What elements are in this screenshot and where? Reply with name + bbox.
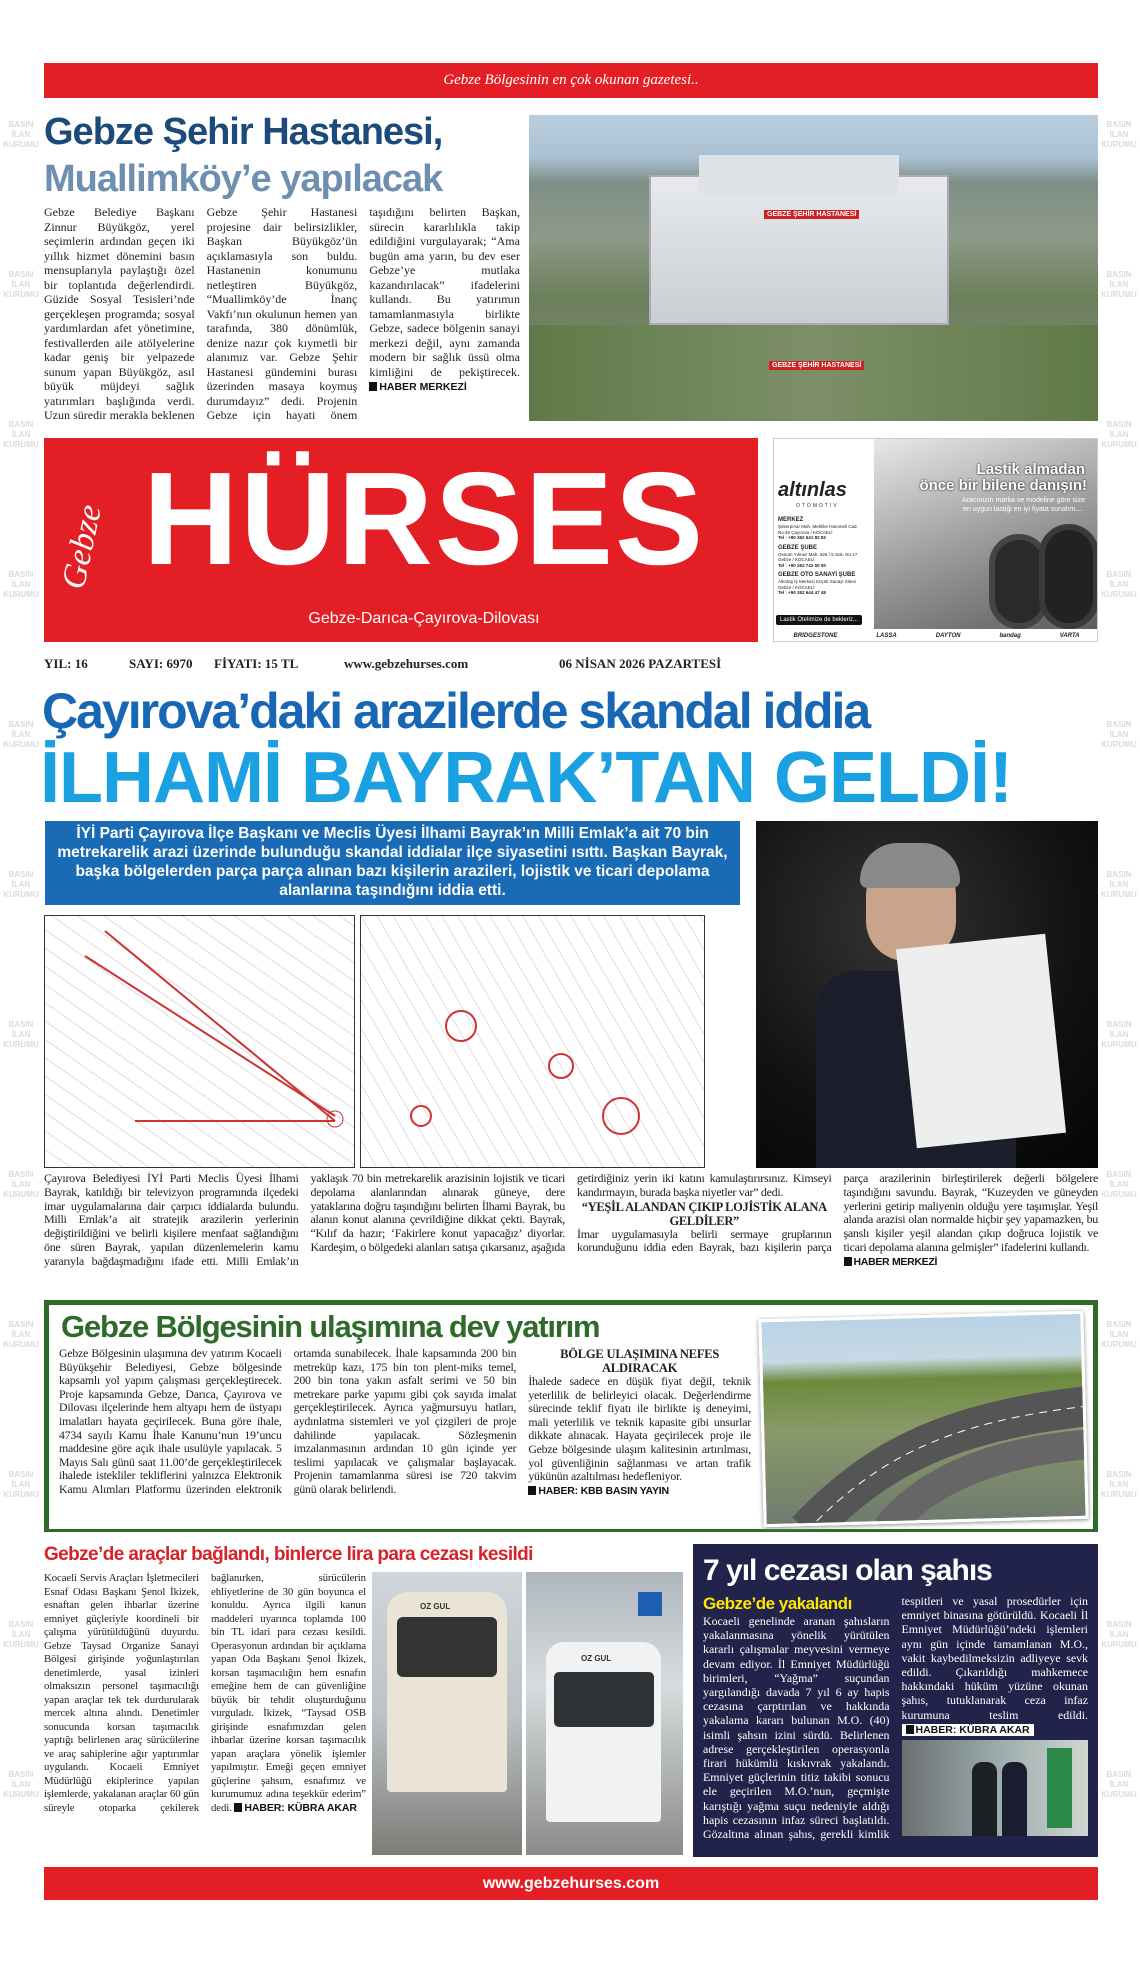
masthead-tagline: Gebze-Darıca-Çayırova-Dilovası [308, 610, 540, 627]
van-plate-2: OZ GUL [581, 1654, 612, 1663]
ad-branch-address: Osman Yılmaz Mah. 626 / 5 Sok. No:17 Gebze / KOCAELİ [778, 551, 858, 562]
masthead [44, 438, 758, 642]
ad-branch-tel: Tel : +90 262 742 00 00 [778, 562, 826, 568]
issue-number: SAYI: 6970 [129, 656, 193, 671]
hospital-body: Gebze Belediye Başkanı Zinnur Büyükgöz, yerel seçimlerin ardından geçen iki yıllık hizmet dönemini basın mensuplarıyla paylaştığı özel bir toplantıda değerlendirdi. Güzide Sosyal Tesisleri’nde gerçekleşen programda; sosyal yardımlardan afet yönetimine, festivallerden aile atölyelerine kadar geniş bir yelpazede sunum yapan Büyükgöz, asıl büyük müjdeyi sağlık yatırımları başlığında verdi. Uzun süredir merakla beklenen Gebze Şehir Hastanesi projesine dair belirsizlikler, Başkan Büyükgöz’ün açıklamasıyla son buldu. Hastanenin konumunu netleştiren Büyükgöz, “Muallimköy’de İnanç Vakfı’nın okulunun hemen yan tarafında, 380 dönümlük, denize nazır çok kıymetli bir alanımız var. Gebze Şehir Hastanesi gündemini burası üzerinden masaya koymuş durumdayız” dedi. Projenin Gebze için hayati önem taşıdığını belirten Başkan, sürecin kararlılıkla takip edildiğini vurgulayarak; “Ama bugün ama yarın, bu dev eser Gebze’ye mutlaka kazandırılacak” ifadelerini kullandı. Bu yatırımın tamamlanmasıyla birlikte Gebze, sadece bölgenin sanayi merkezi değil, aynı zamanda modern bir sağlık üssü olma kimliğini de pekiştirecek. [44, 205, 520, 422]
date: 06 NİSAN 2026 PAZARTESİ [559, 656, 722, 671]
main-body-1: Çayırova Belediyesi İYİ Parti Meclis Üyesi İlhami Bayrak, katıldığı bir televizyon programında ilçedeki imar uygulamalarına dair çarpıcı iddialarda bulundu. Milli Emlak’a ait stratejik arazilerin yerlerinin değiştirildiğini ve belirli kişilere menfaat sağlandığını öne süren Bayrak, yapılan düzenlemelerin kamu yararıyla bağdaşmadığını ifade etti. Milli Emlak’ın yaklaşık 70 bin metrekarelik arazisinin lojistik ve ticari depolama alanlarından alınarak güneye, dere yataklarına doğru taşındığını belirten İlhami Bayrak, bu alanın konut alanına çevrildiğine dikkat çekti. Bayrak, “Kılıf da hazır; ‘Fakirlere konut yapacağız’ diyorlar. Kardeşim, o bölgedeki alanları satışa çıkarsanız, aşağıda getirdiğiniz yerin iki katını kamulaştırırsınız. Kimseyi kandırmayın, burada başka niyetler var” dedi. [44, 1171, 832, 1268]
ad-branch-tel: Tel : +90 262 641 82 82 [778, 535, 826, 540]
transport-title: Gebze Bölgesinin ulaşımına dev yatırım [61, 1309, 600, 1344]
watermark: BASIN İLAN KURUMU [3, 270, 39, 299]
ad-brand-sub: OTOMOTİV [796, 503, 839, 509]
transport-box [44, 1300, 1098, 1532]
arrest-article [703, 1594, 1088, 1841]
watermark: BASIN İLAN KURUMU [1101, 720, 1137, 749]
hospital-photo [529, 115, 1098, 421]
ilhami-bayrak-photo [756, 821, 1098, 1168]
map-image-2 [360, 915, 705, 1168]
transport-body-2: İhalede sadece en düşük fiyat değil, teknik yeterlilik de belirleyici olacak. Değerlendirme sürecinde teklif fiyatı ile birlikte iş deneyimi, mali yeterlilik ve teknik kapasite gibi unsurlar dikkate alınacak. Hayata geçirilecek proje ile Gebze bölgesinde ulaşım kalitesinin artırılması, yol güvenliğinin sağlanması ve artan trafik yükünün azaltılması hedefleniyor. [528, 1374, 751, 1484]
ad-sub-2: en uygun lastiği en iyi fiyata sunalım.... [963, 506, 1083, 513]
watermark: BASIN İLAN KURUMU [3, 1170, 39, 1199]
ad-branch-address: Şekerpınar Mah. Mehlike Hanımeli Cad. No:46 Çayırova / KOCAELİ [778, 524, 858, 535]
road-photo [758, 1311, 1088, 1527]
ad-hotel-line: Lastik Otelimize de bekleriz... [776, 615, 862, 625]
watermark: BASIN İLAN KURUMU [3, 1470, 39, 1499]
ad-partner-logo: VARTA [1059, 633, 1080, 639]
watermark: BASIN İLAN KURUMU [1101, 420, 1137, 449]
hospital-title [44, 108, 524, 202]
watermark: BASIN İLAN KURUMU [1101, 1770, 1137, 1799]
watermark: BASIN İLAN KURUMU [1101, 270, 1137, 299]
vehicles-article [44, 1572, 366, 1815]
hospital-sign-1: GEBZE ŞEHİR HASTANESİ [764, 210, 859, 219]
transport-subhead: BÖLGE ULAŞIMINA NEFES ALDIRACAK [560, 1347, 720, 1375]
hospital-title-line2: Muallimköy’e yapılacak [44, 158, 443, 200]
watermark: BASIN İLAN KURUMU [1101, 1470, 1137, 1499]
main-byline: HABER MERKEZİ [844, 1256, 938, 1268]
ad-sub-1: Aracınızın marka ve modeline göre size [962, 497, 1085, 504]
main-body-2: İmar uygulamasıyla belirli sermaye gruplarının korunduğunu iddia eden Bayrak, bazı kişilerin parça parça arazilerinin birleştirilerek değerli bölgelere taşındığını savundu. Bayrak, “Kuzeyden ve güneyden yerlerini getirip maliyenin olduğu yere taşımışlar. Yeşil alanda arazisi olan normalde hiçbir şey yapamazken, bu şanslı kişiler yeşil alandan çıkıp doğruca lojistik ve ticari depolama alanına gelmişler” ifadelerini kullandı. [577, 1171, 1098, 1255]
ad-partner-logo: LASSA [876, 633, 897, 639]
van-photo-2 [526, 1572, 683, 1855]
vehicles-title: Gebze’de araçlar bağlandı, binlerce lira para cezası kesildi [44, 1544, 533, 1565]
watermark: BASIN İLAN KURUMU [1101, 1170, 1137, 1199]
masthead-name: HÜRSES [142, 445, 706, 592]
ad-partners [774, 629, 1098, 642]
arrest-subtitle: Gebze’de yakalandı [703, 1594, 852, 1613]
vehicles-byline: HABER: KÜBRA AKAR [234, 1802, 356, 1814]
van-photo-1 [372, 1572, 522, 1855]
watermark: BASIN İLAN KURUMU [1101, 570, 1137, 599]
bottom-website-link[interactable]: www.gebzehurses.com [482, 1875, 660, 1892]
vehicles-body: Kocaeli Servis Araçları İşletmecileri Esnaf Odası Başkanı Şenol İkizek, esnaftan gelen ihbarlar üzerine emniyet güçleriyle koordineli bir çalışma yürütüldüğünü duyurdu. Gebze Taysad Organize Sanayi Bölgesi girişinde yoğunlaştırılan denetimlerde, yasal izinleri olmaksızın personel taşımacılığı yapan araçlar tek tek durdurularak mercek altına alındı. Denetimler sonucunda korsan taşımacılık yaptığı belirlenen araç sürücülerine ve araç sahiplerine ağır yaptırımlar uygulandı. Kocaeli Emniyet Müdürlüğü ekiplerince yapılan işlemlerde, yakalanan araçlar 60 gün süreyle otoparka çekilerek bağlanırken, sürücülerin ehliyetlerine de 30 gün boyunca el konuldu. Ayrıca ilgili kanun maddeleri uyarınca toplamda 100 bin TL idari para cezası kesildi. Operasyonun ardından bir açıklama yapan Oda Başkanı Şenol İkizek, korsan taşımacılığın hem esnafın emeğine hem de can güvenliğine büyük bir tehdit oluşturduğunu vurguladı. İkizek, “Taysad OSB girişinde esnafımızdan gelen ihbarlar üzerine korsan taşımacılık yapan araçlara yönelik işlemler yapılmıştır. Emeği geçen emniyet güçlerine şahsım, esnafımız ve kurumumuz adına teşekkür ederim” dedi. [44, 1572, 366, 1814]
watermark: BASIN İLAN KURUMU [1101, 1020, 1137, 1049]
map-image-1 [44, 915, 355, 1168]
hospital-sign-2: GEBZE ŞEHİR HASTANESİ [769, 361, 864, 370]
watermark: BASIN İLAN KURUMU [3, 1770, 39, 1799]
hospital-article [44, 205, 520, 423]
transport-byline: HABER: KBB BASIN YAYIN [528, 1485, 669, 1497]
year: YIL: 16 [44, 656, 88, 671]
watermark: BASIN İLAN KURUMU [3, 720, 39, 749]
arrest-body: Kocaeli genelinde aranan şahısların yakalanmasına yönelik yürütülen kararlı çalışmalar meyvesini vermeye devam ediyor. İl Emniyet Müdürlüğü birimleri, “Yağma” suçundan yargılandığı davada 7 yıl 6 ay hapis cezasına çarptırılan ve hakkında yakalama kararı bulunan M.O. (40) isimli şahsın izini sürdü. Belirlenen adrese gerçekleştirilen operasyonla firari hükümlü kıskıvrak yakalandı. Emniyet güçlerinin titiz takibi sonucu ele geçirilen M.O.’nun, geçmişte karıştığı yağma suçu nedeniyle aldığı hapis cezasının infaz süreci başlatıldı. Gözaltına alınan şahıs, gerekli kimlik tespitleri ve yasal prosedürler için emniyet binasına götürüldü. Kocaeli İl Emniyet Müdürlüğü’ndeki işlemleri aynı gün içinde tamamlanan M.O., vakit kaybedilmeksizin adliyeye sevk edildi. Çıkarıldığı mahkemece hakkındaki hüküm yüzüne okunan şahıs, tutuklanarak ceza infaz kurumuna teslim edildi. [703, 1594, 1088, 1842]
ad-branch [778, 516, 870, 541]
watermark: BASIN İLAN KURUMU [1101, 1620, 1137, 1649]
transport-body-1: Gebze Bölgesinin ulaşımına dev yatırım Kocaeli Büyükşehir Belediyesi, Gebze bölgesinde kapsamlı yol yapım çalışması gerçekleştirecek. Proje kapsamında Gebze, Darıca, Çayırova ve Dilovası ilçelerinde hem altyapı hem de üstyapı imalatları hayata geçirilecek. Buna göre ihale, 4734 sayılı Kamu İhale Kanunu’nun 19’uncu maddesine göre açık ihale usulüyle yapılacak. 5 Mayıs Salı günü saat 11.00’de gerçekleştirilecek ihalede istekliler tekliflerini yalnızca Elektronik Kamu Alımları Platformu üzerinden elektronik ortamda sunabilecek. İhale kapsamında 200 bin metreküp kazı, 175 bin ton plent-miks temel, 200 bin tona yakın asfalt serimi ve 50 bin metrekare parke yapımı gibi çok sayıda imalat gerçekleştirilecek. Ayrıca yağmursuyu hatları, aydınlatma sistemleri ve yol çizgileri de proje dahilinde yapılacak. Sözleşmenin imzalanmasının ardından 10 gün içinde yer teslimi yapılacak ve çalışmalar başlayacak. Projenin tamamlanma süresi ise 720 takvim günü olarak belirlendi. [59, 1346, 517, 1496]
ad-brand: altınlas [778, 479, 847, 501]
hospital-byline: HABER MERKEZİ [369, 381, 467, 393]
transport-article [59, 1347, 751, 1497]
watermark: BASIN İLAN KURUMU [1101, 120, 1137, 149]
arrest-box [693, 1544, 1098, 1857]
ad-branch-address: Altıntaş İş Merkezi Küçük Sanayi Sitesi Gebze / KOCAELİ [778, 579, 856, 590]
van-plate-1: OZ GUL [420, 1602, 451, 1611]
slogan: Gebze Bölgesinin en çok okunan gazetesi.. [443, 72, 699, 88]
main-article [44, 1172, 1098, 1269]
masthead-script: Gebze [55, 501, 109, 593]
ad-branch-name: GEBZE OTO SANAYİ ŞUBE [778, 572, 856, 578]
ad-branch-name: MERKEZ [778, 517, 804, 523]
main-headline-1: Çayırova’daki arazilerde skandal iddia [42, 683, 870, 739]
bottom-banner [44, 1867, 1098, 1900]
arrest-title: 7 yıl cezası olan şahıs [703, 1554, 992, 1587]
watermark: BASIN İLAN KURUMU [3, 870, 39, 899]
hospital-title-line1: Gebze Şehir Hastanesi, [44, 111, 443, 153]
watermark: BASIN İLAN KURUMU [3, 1620, 39, 1649]
ad-headline-1: Lastik almadan [976, 461, 1085, 478]
watermark: BASIN İLAN KURUMU [3, 120, 39, 149]
price: FİYATI: 15 TL [214, 656, 299, 671]
arrest-byline: HABER: KÜBRA AKAR [902, 1724, 1034, 1736]
watermark: BASIN İLAN KURUMU [3, 1320, 39, 1349]
ad-branch [778, 544, 870, 569]
ad-branch-name: GEBZE ŞUBE [778, 544, 818, 551]
website-link[interactable]: www.gebzehurses.com [344, 656, 469, 671]
tire-ad[interactable] [773, 438, 1098, 642]
issue-info [44, 656, 1098, 672]
watermark: BASIN İLAN KURUMU [3, 1020, 39, 1049]
ad-partner-logo: DAYTON [935, 633, 961, 639]
top-banner [44, 63, 1098, 98]
watermark: BASIN İLAN KURUMU [3, 420, 39, 449]
watermark: BASIN İLAN KURUMU [3, 570, 39, 599]
watermark: BASIN İLAN KURUMU [1101, 1320, 1137, 1349]
ad-branch-tel: Tel : +90 262 644 47 48 [778, 590, 826, 595]
watermark: BASIN İLAN KURUMU [1101, 870, 1137, 899]
ad-headline-2: önce bir bilene danışın! [919, 477, 1087, 494]
arrest-photo [902, 1740, 1089, 1836]
main-headline-2: İLHAMİ BAYRAK’TAN GELDİ! [40, 738, 1012, 818]
ad-branch [778, 571, 870, 596]
ad-partner-logo: BRIDGESTONE [793, 633, 838, 639]
main-subhead: “YEŞİL ALANDAN ÇIKIP LOJİSTİK ALANA GELDİLER” [581, 1199, 827, 1228]
main-spot: İYİ Parti Çayırova İlçe Başkanı ve Meclis Üyesi İlhami Bayrak’ın Milli Emlak’a ait 70 bin metrekarelik arazi üzerinde bulunduğu skandal iddialar ilçe siyasetini ısıttı. Başkan Bayrak, başka bölgelerden parça parça alınan bazı kişilerin arazileri, lojistik ve ticari depolama alanlarına taşındığını iddia etti. [57, 825, 728, 899]
ad-partner-logo: bandag [999, 633, 1021, 639]
main-spot-box [45, 821, 740, 905]
ad-branches [778, 516, 870, 599]
